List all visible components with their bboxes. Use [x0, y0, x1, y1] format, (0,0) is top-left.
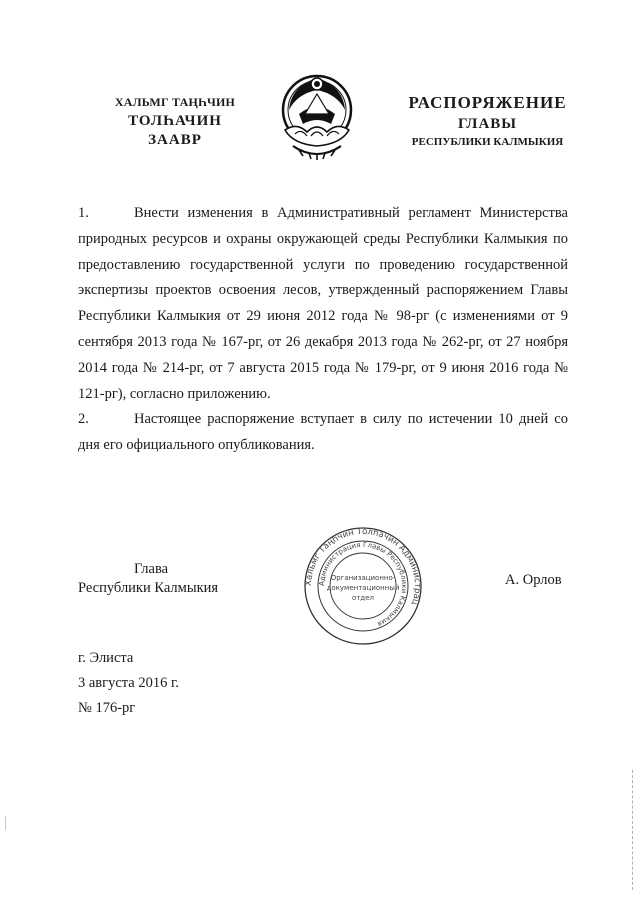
header-right-line3: РЕСПУБЛИКИ КАЛМЫКИЯ — [411, 136, 564, 148]
header-left-line1: ХАЛЬМГ ТАҢҺЧИН — [114, 95, 236, 109]
paragraph-2-text: Настоящее распоряжение вступает в силу по истечении 10 дней со дня его официального опубликования. — [78, 411, 568, 454]
document-body — [78, 201, 568, 459]
paragraph-1 — [78, 201, 568, 407]
paragraph-1-text: Внести изменения в Административный регламент Министерства природных ресурсов и охраны окружающей среды Республики Калмыкия по предоставлению государственной услуги по проведению государственной экспертизы проектов освоения лесов, утвержденный распоряжением Главы Республики Калмыкия от 29 июня 2012 года № 98-рг (с изменениями от 9 сентября 2013 года № 167-рг, от 26 декабря 2013 года № 262-рг, от 27 ноября 2014 года № 214-рг, от 7 августа 2015 года № 179-рг, от 9 июня 2016 года № 121-рг), согласно приложению. — [78, 205, 568, 402]
signatory-title — [78, 560, 278, 598]
header-left-line2: ТОЛҺАЧИН — [128, 113, 222, 129]
stamp-outer-text: Хальмг Таңһчин Толһачин Администрац — [303, 527, 423, 607]
header-right-line2: ГЛАВЫ — [457, 116, 518, 132]
scan-edge-dot — [5, 816, 6, 830]
signatory-name: А. Орлов — [505, 572, 562, 588]
official-seal-stamp — [297, 527, 429, 645]
paragraph-2 — [78, 407, 568, 459]
header-right-block — [395, 92, 580, 150]
stamp-center-line2: документационный — [326, 584, 400, 592]
signatory-title-line1: Глава — [134, 561, 169, 577]
issue-city: г. Элиста — [78, 650, 134, 666]
stamp-inner-text: Администрация Главы Республики Калмыкия — [317, 540, 409, 628]
stamp-center-line1: Организационно- — [330, 574, 396, 582]
coat-of-arms-emblem — [277, 70, 357, 162]
header-left-line3: ЗААВР — [148, 132, 202, 148]
header-left-block — [110, 93, 240, 150]
document-number: № 176-рг — [78, 700, 136, 716]
document-type-title: РАСПОРЯЖЕНИЕ — [408, 93, 567, 112]
stamp-center-line3: отдел — [352, 594, 374, 602]
paragraph-1-number: 1. — [78, 205, 89, 221]
scan-edge-mark — [632, 770, 633, 890]
signatory-title-line2: Республики Калмыкия — [78, 580, 219, 596]
document-footer — [78, 646, 179, 721]
issue-date: 3 августа 2016 г. — [78, 675, 179, 691]
paragraph-2-number: 2. — [78, 411, 89, 428]
